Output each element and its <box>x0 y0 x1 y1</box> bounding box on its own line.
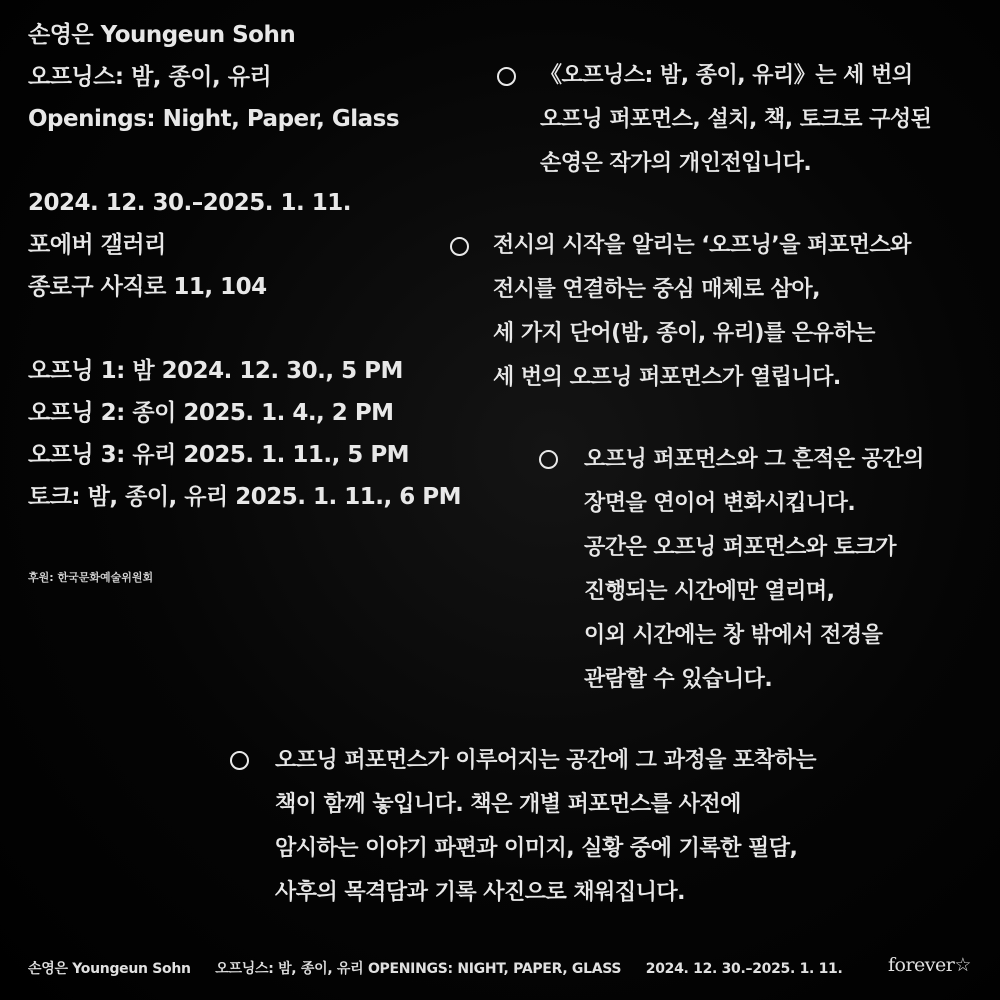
paragraph-intro <box>540 54 931 186</box>
footer-artist: 손영은 Youngeun Sohn <box>28 961 191 977</box>
paragraph-line: 세 번의 오프닝 퍼포먼스가 열립니다. <box>493 365 841 390</box>
paragraph-line: 손영은 작가의 개인전입니다. <box>540 151 812 176</box>
footer-title: 오프닝스: 밤, 종이, 유리 OPENINGS: NIGHT, PAPER, GLASS <box>215 961 622 977</box>
talk-item: 토크: 밤, 종이, 유리 2025. 1. 11., 6 PM <box>28 484 461 510</box>
opening-schedule <box>28 350 461 518</box>
paragraph-line: 전시를 연결하는 중심 매체로 삼아, <box>493 277 821 302</box>
paragraph-space <box>584 438 924 702</box>
venue-address: 종로구 사직로 11, 104 <box>28 274 267 300</box>
exhibition-info <box>28 14 399 140</box>
paragraph-line: 사후의 목격담과 기록 사진으로 채워집니다. <box>275 880 686 905</box>
circle-bullet-icon <box>450 237 469 256</box>
opening-item-1: 오프닝 1: 밤 2024. 12. 30., 5 PM <box>28 358 403 384</box>
opening-item-3: 오프닝 3: 유리 2025. 1. 11., 5 PM <box>28 442 410 468</box>
paragraph-line: 장면을 연이어 변화시킵니다. <box>584 491 856 516</box>
paragraph-line: 책이 함께 놓입니다. 책은 개별 퍼포먼스를 사전에 <box>275 792 741 817</box>
venue-name: 포에버 갤러리 <box>28 232 166 258</box>
circle-bullet-icon <box>497 67 516 86</box>
paragraph-line: 관람할 수 있습니다. <box>584 667 773 692</box>
paragraph-opening-concept <box>493 224 911 400</box>
paragraph-line: 전시의 시작을 알리는 ‘오프닝’을 퍼포먼스와 <box>493 233 911 258</box>
paragraph-line: 오프닝 퍼포먼스, 설치, 책, 토크로 구성된 <box>540 107 932 132</box>
paragraph-line: 공간은 오프닝 퍼포먼스와 토크가 <box>584 535 897 560</box>
exhibition-details <box>28 182 351 308</box>
paragraph-book <box>275 739 816 915</box>
artist-name: 손영은 Youngeun Sohn <box>28 22 296 48</box>
circle-bullet-icon <box>230 751 249 770</box>
gallery-logo: forever☆ <box>888 954 971 976</box>
sponsor-credit: 후원: 한국문화예술위원회 <box>28 571 154 584</box>
paragraph-line: 《오프닝스: 밤, 종이, 유리》는 세 번의 <box>540 63 913 88</box>
paragraph-line: 세 가지 단어(밤, 종이, 유리)를 은유하는 <box>493 321 875 346</box>
paragraph-line: 오프닝 퍼포먼스가 이루어지는 공간에 그 과정을 포착하는 <box>275 748 817 773</box>
exhibition-title-en: Openings: Night, Paper, Glass <box>28 106 400 132</box>
exhibition-title-ko: 오프닝스: 밤, 종이, 유리 <box>28 64 272 90</box>
circle-bullet-icon <box>539 450 558 469</box>
footer-period: 2024. 12. 30.–2025. 1. 11. <box>645 961 843 977</box>
paragraph-line: 진행되는 시간에만 열리며, <box>584 579 835 604</box>
paragraph-line: 이외 시간에는 창 밖에서 전경을 <box>584 623 883 648</box>
opening-item-2: 오프닝 2: 종이 2025. 1. 4., 2 PM <box>28 400 394 426</box>
exhibition-period: 2024. 12. 30.–2025. 1. 11. <box>28 190 352 216</box>
footer-bar <box>28 958 863 978</box>
paragraph-line: 오프닝 퍼포먼스와 그 흔적은 공간의 <box>584 447 924 472</box>
paragraph-line: 암시하는 이야기 파편과 이미지, 실황 중에 기록한 필담, <box>275 836 798 861</box>
